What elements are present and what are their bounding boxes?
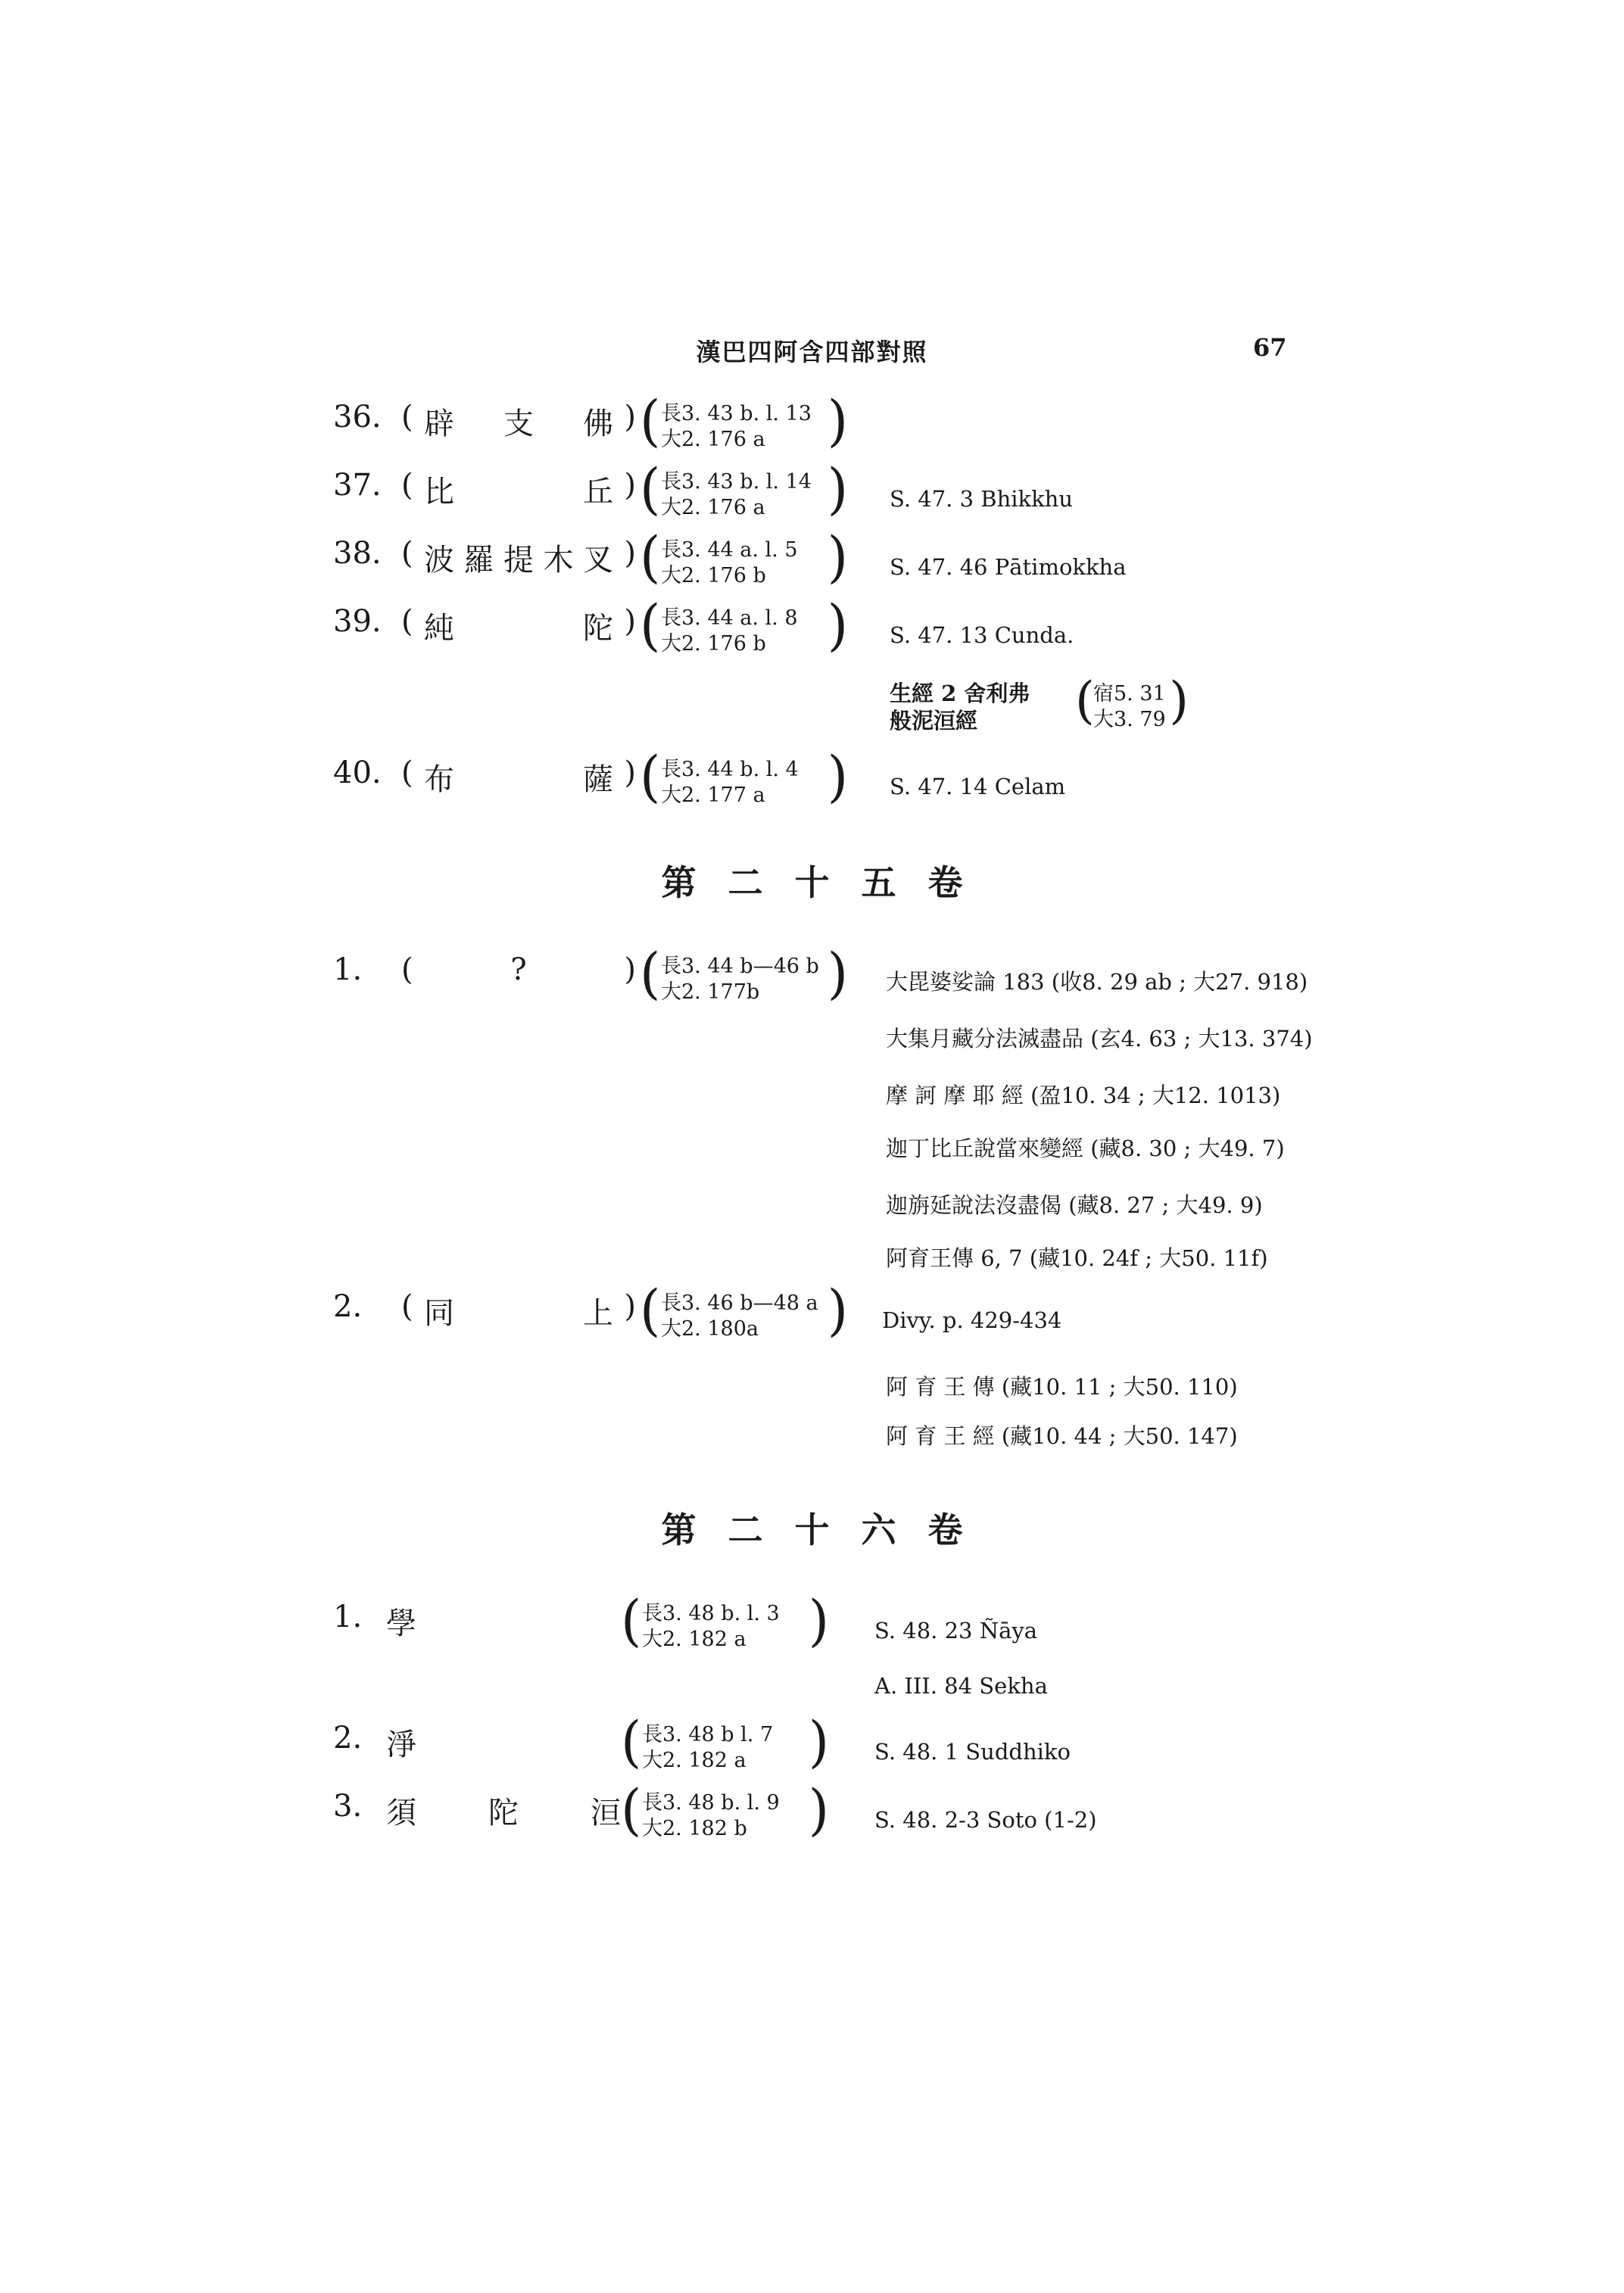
chinese-refs: ( 長3. 43 b. l. 14 大2. 176 a ) (640, 456, 848, 522)
name-char: 陀 (488, 1796, 519, 1830)
name-char: 辟 (424, 407, 454, 441)
name-char: 丘 (583, 475, 613, 509)
name-char: 羅 (463, 543, 494, 578)
parallel-text-ref: 大毘婆娑論 183 (收8. 29 ab ; 大27. 918) (886, 969, 1308, 995)
ref-taisho: 大2. 177b (661, 980, 760, 1004)
ref-chang: 長3. 43 b. l. 14 (661, 470, 812, 494)
entry-40: 40. ( 布 薩 ) ( 長3. 44 b. l. 4 大2. 177 a ) S. 47. 14 Celam (333, 743, 1066, 810)
pali-ref: S. 48. 2-3 Soto (1-2) (874, 1807, 1097, 1833)
unknown-name: ? (510, 952, 527, 987)
running-header-title: 漢巴四阿含四部對照 (696, 338, 928, 366)
chinese-refs: ( 長3. 44 a. l. 8 大2. 176 b ) (640, 592, 848, 659)
anguttara-ref: A. III. 84 Sekha (874, 1673, 1048, 1699)
ref-chang: 長3. 48 b. l. 3 (642, 1602, 780, 1625)
entry-number: 2. (333, 1721, 363, 1756)
entry-38: 38. ( 波 羅 提 木 叉 ) ( 長3. 44 a. l. 5 大2. 176 b ) S. 47. 46 Pātimokkha (333, 524, 1127, 590)
ref-chang: 長3. 48 b l. 7 (642, 1723, 774, 1746)
chinese-refs: ( 長3. 48 b. l. 3 大2. 182 a ) (621, 1587, 829, 1654)
parallel-sutra-ref (890, 671, 1208, 734)
ref-chang: 長3. 44 a. l. 5 (661, 538, 798, 562)
chinese-refs: ( 長3. 48 b l. 7 大2. 182 a ) (621, 1709, 829, 1775)
name-char: 比 (424, 475, 454, 509)
parallel-text-ref: 阿 育 王 傳 (藏10. 11 ; 大50. 110) (886, 1374, 1238, 1400)
entry-39: 39. ( 純 陀 ) ( 長3. 44 a. l. 8 大2. 176 b ) S. 47. 13 Cunda. (333, 592, 1074, 659)
vol26-entry-2 (0, 1709, 1624, 1783)
vol26-entry-3 (0, 1777, 1624, 1851)
parallel-title-2: 般泥洹經 (890, 708, 978, 734)
ref-taisho: 大2. 176 b (661, 632, 766, 656)
ref-taisho: 大2. 177 a (661, 784, 765, 807)
chinese-refs: ( 長3. 43 b. l. 13 大2. 176 a ) (640, 388, 848, 454)
entry-37: 37. ( 比 丘 ) ( 長3. 43 b. l. 14 大2. 176 a ) S. 47. 3 Bhikkhu (333, 456, 1074, 522)
ref-taisho: 大2. 176 a (661, 496, 765, 519)
ref-taisho: 大3. 79 (1093, 708, 1166, 731)
name-char: 同 (424, 1296, 454, 1331)
entry-number: 37. (333, 468, 382, 503)
entry-number: 1. (333, 1600, 363, 1634)
entry-number: 40. (333, 756, 382, 790)
ref-taisho: 大2. 176 b (661, 564, 766, 587)
pali-ref: S. 47. 14 Celam (890, 774, 1066, 799)
ref-taisho: 大2. 182 a (642, 1628, 747, 1651)
entry-36: 36. ( 辟 支 佛 ) ( 長3. 43 b. l. 13 大2. 176 a ) (333, 388, 848, 454)
chinese-refs: ( 長3. 46 b—48 a 大2. 180a ) (640, 1277, 848, 1344)
chinese-refs: ( 長3. 44 a. l. 5 大2. 176 b ) (640, 524, 848, 590)
parallel-refs: ( 宿5. 31 大3. 79 ) (1075, 671, 1189, 731)
name-char: 須 (386, 1796, 416, 1830)
section-heading-vol26: 第二十六卷 (661, 1509, 995, 1550)
name-char: 提 (503, 543, 534, 578)
ref-chang: 長3. 46 b—48 a (661, 1291, 818, 1315)
ref-chang: 長3. 43 b. l. 13 (661, 402, 812, 425)
chinese-refs: ( 長3. 48 b. l. 9 大2. 182 b ) (621, 1777, 829, 1843)
page-number: 67 (1253, 333, 1287, 362)
vol26-entry-1 (0, 1587, 1624, 1662)
parallel-text-ref: 阿 育 王 經 (藏10. 44 ; 大50. 147) (886, 1423, 1238, 1449)
parallel-title-1: 生經 2 舍利弗 (890, 681, 1030, 706)
entry-number: 1. (333, 952, 363, 987)
ref-taisho: 大2. 182 b (642, 1817, 747, 1840)
pali-ref: S. 47. 13 Cunda. (890, 622, 1074, 648)
name-char: 學 (386, 1606, 416, 1641)
parallel-text-ref: 大集月藏分法滅盡品 (玄4. 63 ; 大13. 374) (886, 1026, 1313, 1051)
parallel-text-ref: 阿育王傳 6, 7 (藏10. 24f ; 大50. 11f) (886, 1245, 1268, 1271)
ref-chang: 長3. 44 b—46 b (661, 955, 819, 978)
chinese-refs: ( 長3. 44 b. l. 4 大2. 177 a ) (640, 743, 848, 810)
ref-su: 宿5. 31 (1093, 682, 1166, 706)
name-char: 木 (543, 543, 574, 578)
name-char: 洹 (591, 1796, 621, 1830)
entry-number: 39. (333, 604, 382, 639)
section-heading-vol25: 第二十五卷 (661, 862, 995, 903)
chinese-refs: ( 長3. 44 b—46 b 大2. 177b ) (640, 940, 848, 1007)
pali-ref: Divy. p. 429-434 (882, 1307, 1062, 1333)
parallel-text-ref: 迦旃延說法沒盡偈 (藏8. 27 ; 大49. 9) (886, 1192, 1263, 1218)
parallel-text-ref: 摩 訶 摩 耶 經 (盈10. 34 ; 大12. 1013) (886, 1083, 1281, 1108)
vol25-entry-2: 2. ( 同 上 ) ( 長3. 46 b—48 a 大2. 180a ) Divy. p. 429-434 (333, 1277, 1062, 1344)
ref-taisho: 大2. 182 a (642, 1749, 747, 1772)
entry-number: 3. (333, 1789, 363, 1824)
name-char: 薩 (583, 762, 613, 797)
pali-ref: S. 48. 23 Ñāya (874, 1618, 1038, 1643)
name-char: 上 (583, 1296, 613, 1331)
parallel-text-ref: 迦丁比丘說當來變經 (藏8. 30 ; 大49. 7) (886, 1136, 1285, 1161)
pali-ref: S. 47. 46 Pātimokkha (890, 554, 1127, 580)
name-char: 淨 (386, 1728, 416, 1762)
name-char: 支 (503, 407, 534, 441)
ref-taisho: 大2. 180a (661, 1317, 759, 1341)
vol25-entry-1: 1. ( ? ) ( 長3. 44 b—46 b 大2. 177b ) (333, 940, 848, 1007)
pali-ref: S. 48. 1 Suddhiko (874, 1739, 1071, 1765)
ref-chang: 長3. 44 a. l. 8 (661, 606, 798, 630)
name-char: 波 (424, 543, 454, 578)
name-char: 佛 (583, 407, 613, 441)
entry-number: 2. (333, 1289, 363, 1324)
pali-ref: S. 47. 3 Bhikkhu (890, 486, 1074, 512)
entry-number: 38. (333, 536, 382, 571)
name-char: 布 (424, 762, 454, 797)
ref-chang: 長3. 48 b. l. 9 (642, 1791, 780, 1815)
ref-taisho: 大2. 176 a (661, 428, 765, 451)
name-char: 純 (424, 611, 454, 646)
name-char: 叉 (583, 543, 613, 578)
ref-chang: 長3. 44 b. l. 4 (661, 758, 799, 781)
name-char: 陀 (583, 611, 613, 646)
entry-number: 36. (333, 400, 382, 435)
